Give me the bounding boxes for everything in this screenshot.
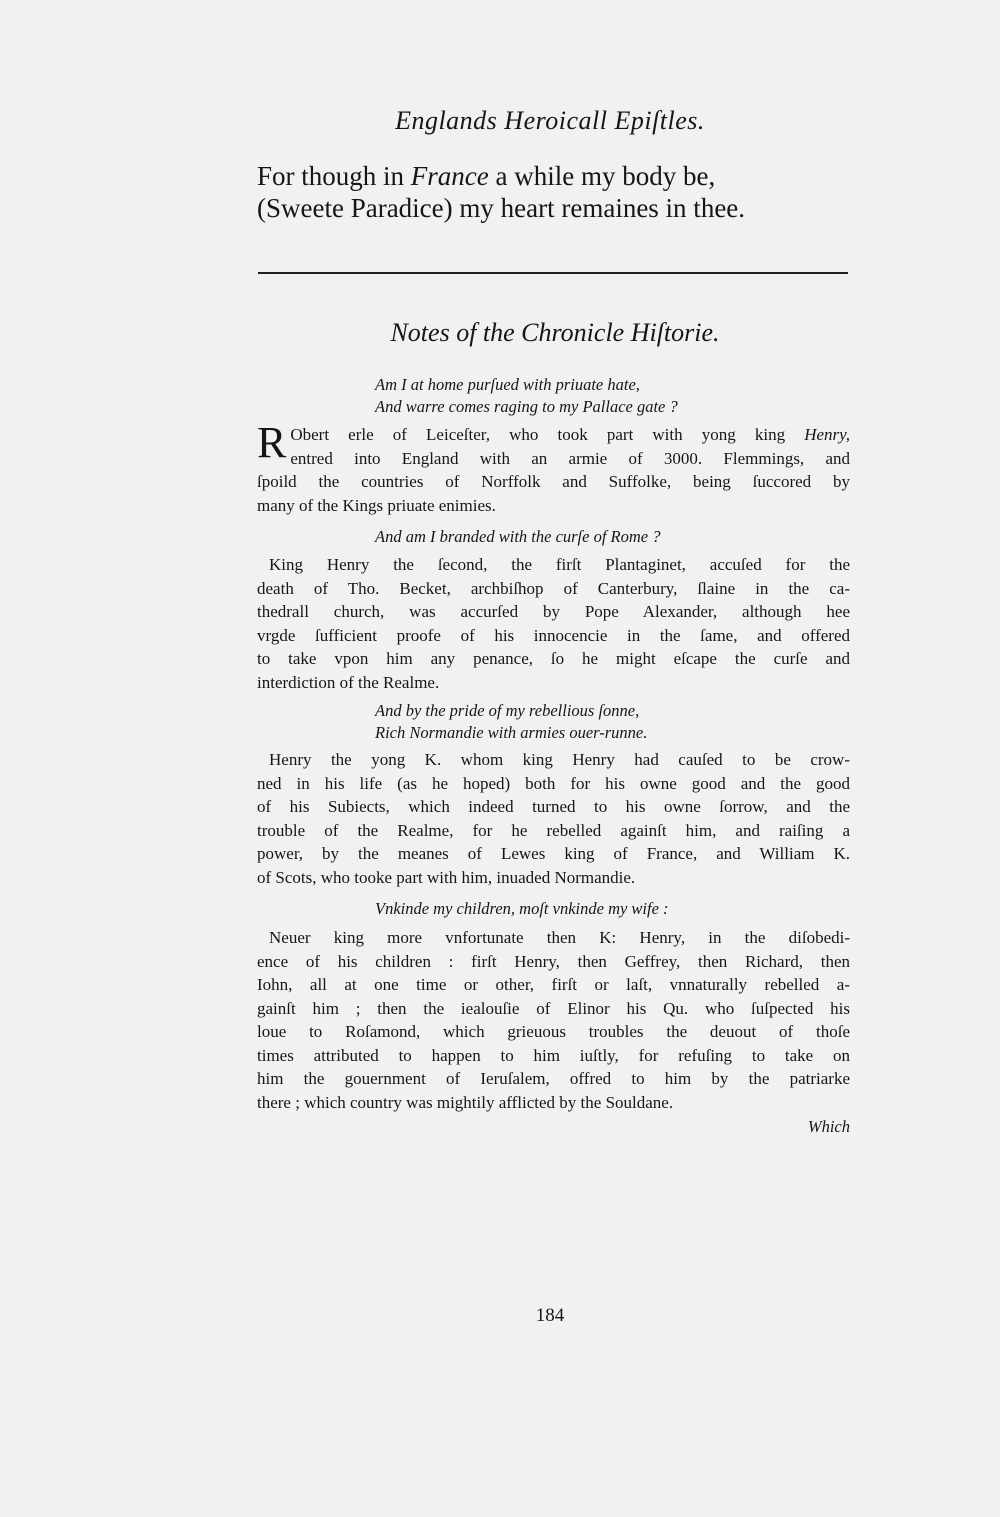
para-line: gainſt him ; then the iealouſie of Elinor his Qu. who ſuſpected his — [257, 998, 850, 1018]
couplet-line-1-pre: For though in — [257, 161, 411, 191]
para-line: there ; which country was mightily afflicted by the Souldane. — [257, 1092, 674, 1112]
note-paragraph-1 — [257, 418, 850, 517]
para-line: interdiction of the Realme. — [257, 672, 440, 692]
para-line — [257, 423, 850, 447]
catchword: Which — [807, 1117, 850, 1136]
couplet-line-2: (Sweete Paradice) my heart remaines in thee. — [257, 193, 746, 223]
verse-line: Rich Normandie with armies ouer-runne. — [375, 723, 648, 742]
para-line: entred into England with an armie of 3000. Flemmings, and — [290, 448, 850, 468]
para-line: Henry the yong K. whom king Henry had cauſed to be crow- — [269, 750, 850, 769]
para-text: Obert erle of Leiceſter, who took part with yong king — [290, 425, 805, 444]
section-rule — [258, 272, 848, 274]
para-line: times attributed to happen to him iuſtly, for refuſing to take on — [257, 1045, 850, 1065]
page-number: 184 — [535, 1305, 565, 1326]
note-paragraph-4 — [257, 926, 850, 1114]
verse-2 — [257, 526, 850, 548]
para-line: King Henry the ſecond, the firſt Plantaginet, accuſed for the — [269, 555, 850, 574]
para-line: ned in his life (as he hoped) both for his owne good and the good — [257, 773, 850, 793]
para-line: of his Subiects, which indeed turned to his owne ſorrow, and the — [257, 797, 850, 816]
verse-3 — [257, 700, 850, 744]
verse-line: And by the pride of my rebellious ſonne, — [375, 701, 640, 720]
note-paragraph-2 — [257, 553, 850, 694]
para-line: power, by the meanes of Lewes king of France, and William K. — [257, 844, 850, 863]
opening-couplet — [257, 160, 877, 224]
para-line: of Scots, who tooke part with him, inuaded Normandie. — [257, 867, 636, 887]
drop-cap: R — [257, 418, 287, 467]
couplet-line-1-italic: France — [410, 161, 489, 191]
para-line: vrgde ſufficient proofe of his innocencie in the ſame, and offered — [257, 625, 850, 645]
couplet-line-1 — [257, 160, 877, 192]
verse-line: And am I branded with the curſe of Rome ? — [375, 527, 661, 546]
para-line: Neuer king more vnfortunate then K: Henry, in the diſobedi- — [269, 928, 850, 947]
para-line: him the gouernment of Ieruſalem, offred to him by the patriarke — [257, 1069, 850, 1088]
verse-line: Am I at home purſued with priuate hate, — [375, 375, 640, 394]
para-line: ſpoild the countries of Norffolk and Suffolke, being ſuccored by — [257, 472, 850, 491]
running-head: Englands Heroicall Epiſtles. — [395, 106, 705, 135]
couplet-line-1-post: a while my body be, — [488, 161, 716, 191]
section-title: Notes of the Chronicle Hiſtorie. — [390, 318, 720, 347]
para-line: ence of his children : firſt Henry, then Geffrey, then Richard, then — [257, 951, 850, 971]
para-line: loue to Roſamond, which grieuous troubles the deuout of thoſe — [257, 1022, 850, 1041]
verse-4 — [257, 898, 850, 920]
verse-line: And warre comes raging to my Pallace gate ? — [375, 397, 678, 416]
para-line: thedrall church, was accurſed by Pope Alexander, although hee — [257, 602, 850, 621]
para-line: many of the Kings priuate enimies. — [257, 495, 496, 515]
para-line: death of Tho. Becket, archbiſhop of Canterbury, ſlaine in the ca- — [257, 578, 850, 598]
para-line: trouble of the Realme, for he rebelled againſt him, and raiſing a — [257, 820, 850, 840]
verse-1 — [257, 374, 850, 418]
note-paragraph-3 — [257, 748, 850, 889]
para-italic: Henry, — [804, 425, 850, 444]
para-line: to take vpon him any penance, ſo he might eſcape the curſe and — [257, 649, 850, 668]
verse-line: Vnkinde my children, moſt vnkinde my wife : — [375, 899, 669, 918]
para-line: Iohn, all at one time or other, firſt or laſt, vnnaturally rebelled a- — [257, 975, 850, 994]
